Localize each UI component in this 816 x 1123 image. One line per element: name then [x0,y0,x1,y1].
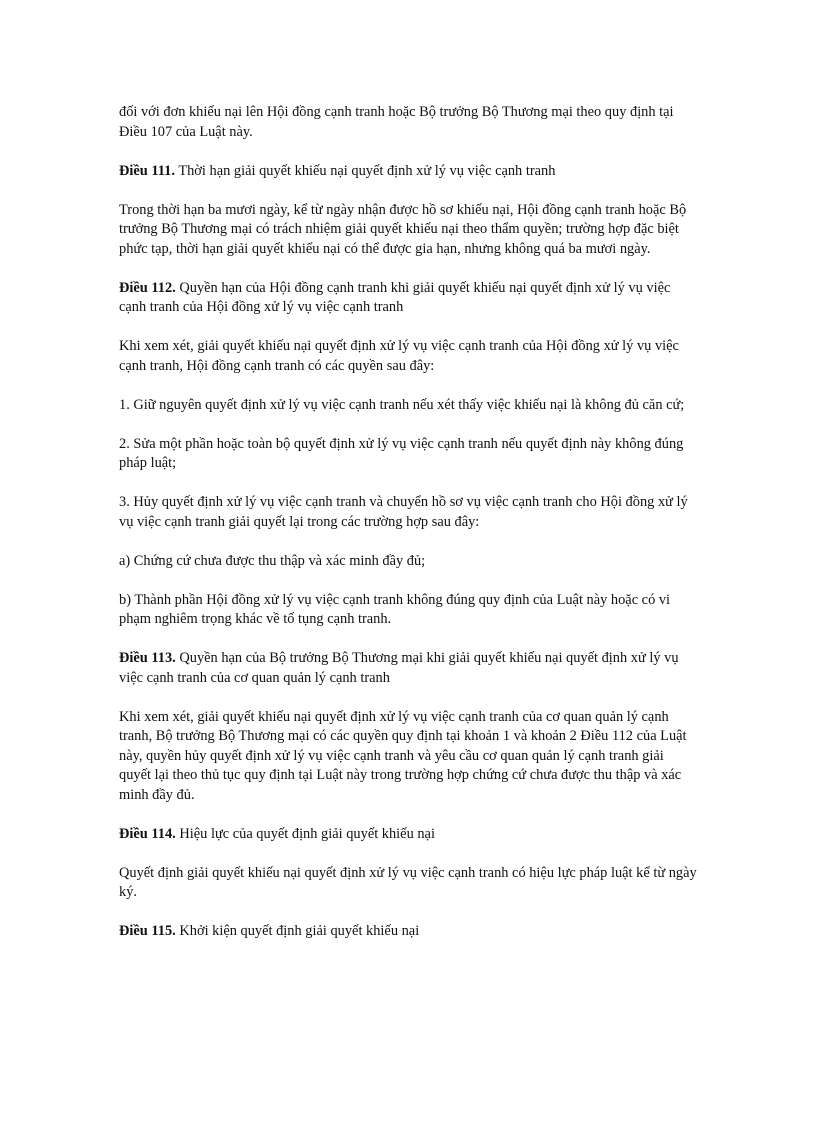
article-114-body: Quyết định giải quyết khiếu nại quyết định xử lý vụ việc cạnh tranh có hiệu lực pháp luật kể từ ngày ký. [119,864,697,900]
article-title: Hiệu lực của quyết định giải quyết khiếu nại [175,825,435,842]
article-112-item-3a: a) Chứng cứ chưa được thu thập và xác minh đầy đủ; [119,552,426,569]
paragraph-continuation: đối với đơn khiếu nại lên Hội đồng cạnh tranh hoặc Bộ trưởng Bộ Thương mại theo quy định tại Điều 107 của Luật này. [119,104,674,140]
article-112-intro: Khi xem xét, giải quyết khiếu nại quyết định xử lý vụ việc cạnh tranh của Hội đồng xử lý vụ việc cạnh tranh, Hội đồng cạnh tranh có các quyền sau đây: [119,338,679,374]
article-title: Quyền hạn của Bộ trưởng Bộ Thương mại khi giải quyết khiếu nại quyết định xử lý vụ việc cạnh tranh của cơ quan quản lý cạnh tranh [119,650,679,686]
article-111-body: Trong thời hạn ba mươi ngày, kể từ ngày nhận được hồ sơ khiếu nại, Hội đồng cạnh tranh hoặc Bộ trưởng Bộ Thương mại có trách nhiệm giải quyết khiếu nại theo thẩm quyền; trường hợp đặc biệt phức tạp, thời hạn giải quyết khiếu nại có thể được gia hạn, nhưng không quá ba mươi ngày. [119,201,687,257]
article-112-item-1: 1. Giữ nguyên quyết định xử lý vụ việc cạnh tranh nếu xét thấy việc khiếu nại là không đủ căn cứ; [119,396,685,413]
article-number: Điều 113. [119,650,176,666]
article-113-heading [119,649,699,688]
article-number: Điều 114. [119,825,176,842]
article-title: Thời hạn giải quyết khiếu nại quyết định xử lý vụ việc cạnh tranh [174,162,556,179]
article-number: Điều 112. [119,279,176,296]
article-number: Điều 111. [119,162,175,179]
article-number: Điều 115. [119,923,176,939]
article-111-heading [119,162,699,182]
article-115-heading [119,922,699,942]
article-112-item-3: 3. Hủy quyết định xử lý vụ việc cạnh tranh và chuyển hồ sơ vụ việc cạnh tranh cho Hội đồng xử lý vụ việc cạnh tranh giải quyết lại trong các trường hợp sau đây: [119,494,688,530]
article-113-body: Khi xem xét, giải quyết khiếu nại quyết định xử lý vụ việc cạnh tranh của cơ quan quản lý cạnh tranh, Bộ trưởng Bộ Thương mại có các quyền quy định tại khoản 1 và khoản 2 Điều 112 của Luật này, quyền hủy quyết định xử lý vụ việc cạnh tranh và yêu cầu cơ quan quản lý cạnh tranh giải quyết lại theo thủ tục quy định tại Luật này trong trường hợp chứng cứ chưa được thu thập và xác minh đầy đủ. [119,708,687,803]
article-114-heading [119,825,699,845]
article-112-item-3b: b) Thành phần Hội đồng xử lý vụ việc cạnh tranh không đúng quy định của Luật này hoặc có vi phạm nghiêm trọng khác về tố tụng cạnh tranh. [119,591,671,627]
article-title: Quyền hạn của Hội đồng cạnh tranh khi giải quyết khiếu nại quyết định xử lý vụ việc cạnh tranh của Hội đồng xử lý vụ việc cạnh tranh [119,279,671,315]
article-112-heading [119,279,699,318]
article-title: Khởi kiện quyết định giải quyết khiếu nại [175,923,420,939]
document-page [119,103,699,961]
article-112-item-2: 2. Sửa một phần hoặc toàn bộ quyết định xử lý vụ việc cạnh tranh nếu quyết định này không đúng pháp luật; [119,435,684,471]
